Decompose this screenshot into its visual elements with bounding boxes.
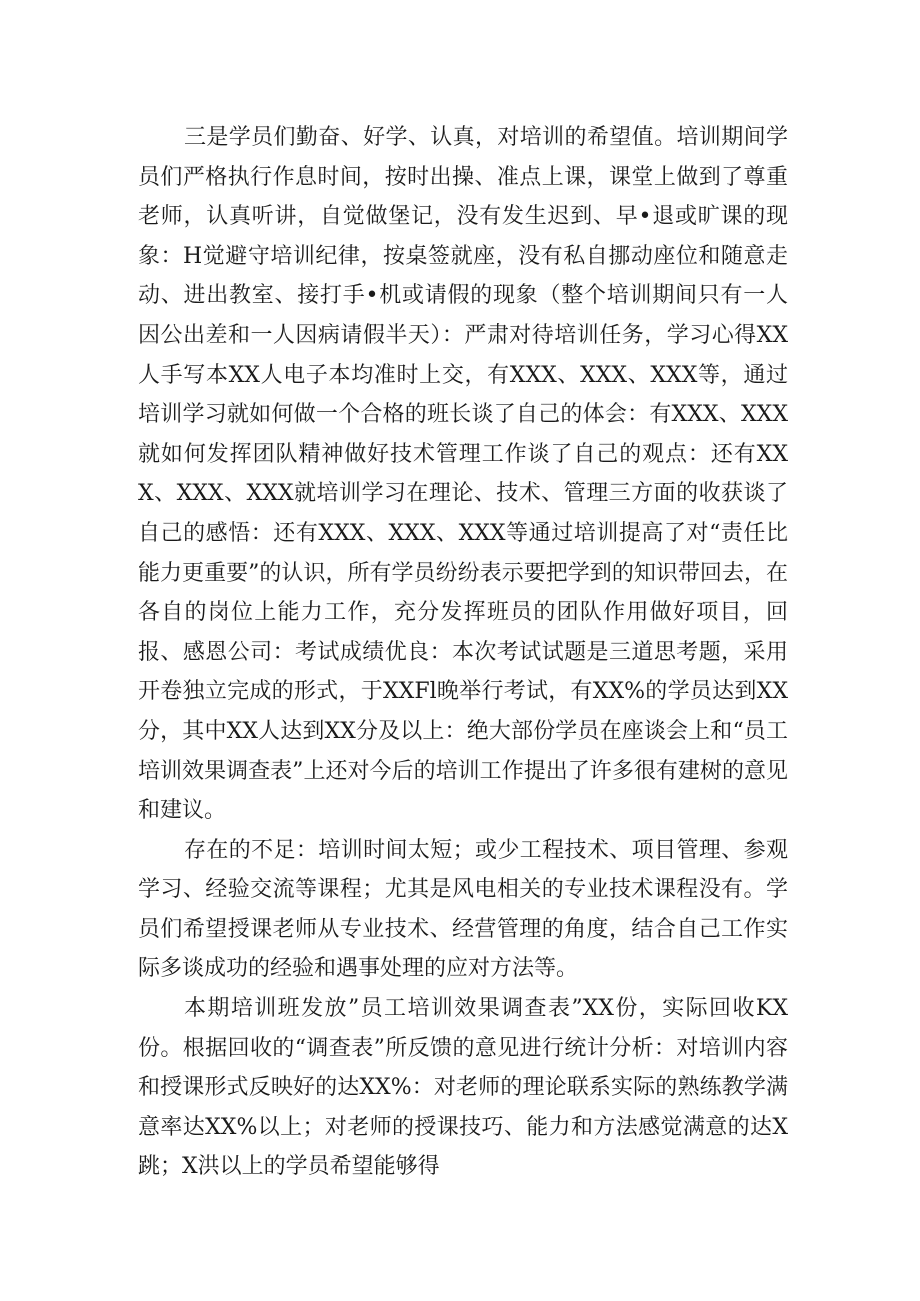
paragraph-survey-results: 本期培训班发放”员工培训效果调查表”XX份，实际回收KX份。根据回收的“调查表”所反馈的意见进行统计分析：对培训内容和授课形式反映好的达XX%：对老师的理论联系实际的熟练教学满意率达XX%以上；对老师的授课技巧、能力和方法感觉满意的达X跳；X洪以上的学员希望能够得 (138, 996, 788, 1180)
document-body (138, 118, 788, 1187)
paragraph-shortcomings: 存在的不足：培训时间太短；或少工程技术、项目管理、参观学习、经验交流等课程；尤其是风电相关的专业技术课程没有。学员们希望授课老师从专业技术、经营管理的角度，结合自己工作实际多谈成功的经验和遇事处理的应对方法等。 (138, 837, 788, 982)
paragraph-student-performance: 三是学员们勤奋、好学、认真，对培训的希望值。培训期间学员们严格执行作息时间，按时出操、准点上课，课堂上做到了尊重老师，认真听讲，自觉做堡记，没有发生迟到、早•退或旷课的现象：H觉避守培训纪律，按桌签就座，没有私自挪动座位和随意走动、进出教室、接打手•机或请假的现象（整个培训期间只有一人因公出差和一人因病请假半天）：严肃对待培训任务，学习心得XX人手写本XX人电子本均准时上交，有XXX、XXX、XXX等，通过培训学习就如何做一个合格的班长谈了自己的体会：有XXX、XXX就如何发挥团队精神做好技术管理工作谈了自己的观点：还有XXX、XXX、XXX就培训学习在理论、技术、管理三方面的收获谈了自己的感悟：还有XXX、XXX、XXX等通过培训提高了对“责任比能力更重要”的认识，所有学员纷纷表示要把学到的知识带回去，在各自的岗位上能力工作，充分发挥班员的团队作用做好项目，回报、感恩公司：考试成绩优良：本次考试试题是三道思考题，采用开卷独立完成的形式，于XXFl晚举行考试，有XX%的学员达到XX分，其中XX人达到XX分及以上：绝大部份学员在座谈会上和“员工培训效果调查表”上还对今后的培训工作提出了许多很有建树的意见和建议。 (138, 125, 788, 824)
